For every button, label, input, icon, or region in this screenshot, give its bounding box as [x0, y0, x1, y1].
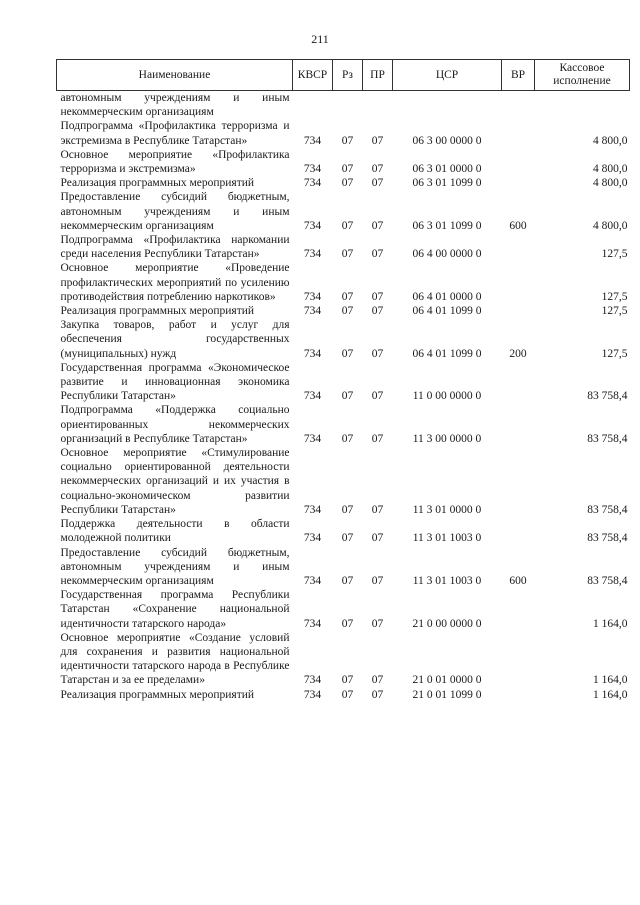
cell-csr — [393, 91, 502, 120]
cell-vr — [502, 588, 535, 631]
table-row — [57, 546, 630, 589]
cell-amount: 1 164,0 — [593, 674, 628, 687]
cell-csr: 11 3 00 0000 0 — [412, 432, 482, 445]
cell-name: Основное мероприятие «Стимулирование социально ориентированной деятельности некоммерческих организаций и их участия в социально-экономическом развитии Республики Татарстан» — [60, 447, 290, 516]
cell-name: Основное мероприятие «Профилактика терроризма и экстремизма» — [60, 148, 290, 176]
cell-kvsr: 734 — [303, 503, 322, 516]
cell-amount: 127,5 — [601, 305, 628, 318]
cell-kvsr: 734 — [303, 248, 322, 261]
cell-vr — [502, 119, 535, 147]
cell-amount: 83 758,4 — [587, 432, 628, 445]
cell-rz: 07 — [341, 674, 354, 687]
cell-csr: 21 0 00 0000 0 — [412, 617, 482, 630]
cell-name: Основное мероприятие «Проведение профилактических мероприятий по усилению противодействия потреблению наркотиков» — [60, 262, 290, 303]
table-row — [57, 190, 630, 233]
cell-name: Подпрограмма «Поддержка социально ориентированных некоммерческих организаций в Республике Татарстан» — [60, 404, 290, 445]
header-rz: Рз — [333, 60, 363, 91]
cell-rz — [333, 91, 363, 120]
cell-amount: 1 164,0 — [593, 617, 628, 630]
cell-kvsr — [293, 91, 333, 120]
cell-rz: 07 — [341, 305, 354, 318]
cell-rz: 07 — [341, 134, 354, 147]
cell-vr: 600 — [509, 219, 527, 232]
cell-rz: 07 — [341, 219, 354, 232]
cell-amount: 83 758,4 — [587, 532, 628, 545]
cell-name: Подпрограмма «Профилактика терроризма и экстремизма в Республике Татарстан» — [60, 120, 290, 147]
cell-vr — [502, 233, 535, 261]
cell-pr: 07 — [371, 390, 384, 403]
cell-csr: 11 3 01 0000 0 — [412, 503, 482, 516]
table-row — [57, 119, 630, 147]
cell-csr: 11 3 01 1003 0 — [412, 532, 482, 545]
cell-kvsr: 734 — [303, 134, 322, 147]
cell-pr: 07 — [371, 688, 384, 701]
cell-kvsr: 734 — [303, 305, 322, 318]
cell-pr: 07 — [371, 163, 384, 176]
cell-kvsr: 734 — [303, 347, 322, 360]
cell-vr: 600 — [509, 574, 527, 587]
cell-csr: 06 4 00 0000 0 — [412, 248, 482, 261]
cell-rz: 07 — [341, 688, 354, 701]
cell-rz: 07 — [341, 390, 354, 403]
cell-pr: 07 — [371, 134, 384, 147]
cell-amount: 127,5 — [601, 347, 628, 360]
table-row — [57, 318, 630, 361]
header-amount: Кассовое исполнение — [535, 60, 630, 91]
cell-rz: 07 — [341, 347, 354, 360]
cell-kvsr: 734 — [303, 390, 322, 403]
cell-rz: 07 — [341, 574, 354, 587]
page-number: 211 — [311, 32, 329, 46]
cell-vr — [502, 148, 535, 176]
cell-vr — [502, 176, 535, 190]
header-pr: ПР — [363, 60, 393, 91]
table-row — [57, 304, 630, 318]
cell-pr: 07 — [371, 177, 384, 190]
cell-pr: 07 — [371, 432, 384, 445]
header-vr: ВР — [502, 60, 535, 91]
cell-name: Предоставление субсидий бюджетным, автономным учреждениям и иным некоммерческим организациям — [60, 546, 290, 587]
cell-pr: 07 — [371, 574, 384, 587]
cell-pr: 07 — [371, 248, 384, 261]
table-header — [57, 60, 630, 91]
table-row — [57, 91, 630, 120]
cell-kvsr: 734 — [303, 219, 322, 232]
cell-kvsr: 734 — [303, 177, 322, 190]
cell-amount: 1 164,0 — [593, 688, 628, 701]
cell-vr — [502, 261, 535, 304]
cell-pr: 07 — [371, 674, 384, 687]
table-row — [57, 631, 630, 688]
cell-rz: 07 — [341, 617, 354, 630]
cell-kvsr: 734 — [303, 617, 322, 630]
cell-csr: 06 3 01 0000 0 — [412, 163, 482, 176]
cell-vr — [502, 91, 535, 120]
table-row — [57, 261, 630, 304]
cell-kvsr: 734 — [303, 290, 322, 303]
cell-csr: 21 0 01 1099 0 — [412, 688, 482, 701]
header-kvsr: КВСР — [293, 60, 333, 91]
cell-name: Реализация программных мероприятий — [60, 305, 255, 318]
table-row — [57, 588, 630, 631]
table-row — [57, 233, 630, 261]
cell-pr: 07 — [371, 532, 384, 545]
table-row — [57, 403, 630, 446]
cell-name: Государственная программа «Экономическое развитие и инновационная экономика Республики Татарстан» — [60, 361, 290, 403]
cell-kvsr: 734 — [303, 674, 322, 687]
table-row — [57, 688, 630, 702]
cell-name: Основное мероприятие «Создание условий для сохранения и развития национальной идентичности татарского народа в Республике Татарстан и за ее пределами» — [60, 631, 290, 687]
cell-vr: 200 — [509, 347, 527, 360]
cell-csr: 06 3 01 1099 0 — [412, 219, 482, 232]
cell-vr — [502, 304, 535, 318]
cell-csr: 21 0 01 0000 0 — [412, 674, 482, 687]
cell-vr — [502, 517, 535, 545]
cell-kvsr: 734 — [303, 532, 322, 545]
cell-name: Государственная программа Республики Татарстан «Сохранение национальной идентичности татарского народа» — [60, 589, 290, 630]
cell-vr — [502, 361, 535, 404]
header-csr: ЦСР — [393, 60, 502, 91]
cell-pr: 07 — [371, 305, 384, 318]
cell-kvsr: 734 — [303, 432, 322, 445]
table-row — [57, 148, 630, 176]
cell-rz: 07 — [341, 503, 354, 516]
cell-amount: 4 800,0 — [593, 163, 628, 176]
cell-pr: 07 — [371, 503, 384, 516]
cell-amount: 127,5 — [601, 290, 628, 303]
cell-vr — [502, 688, 535, 702]
cell-csr: 11 3 01 1003 0 — [412, 574, 482, 587]
cell-csr: 06 4 01 0000 0 — [412, 290, 482, 303]
cell-csr: 06 4 01 1099 0 — [412, 347, 482, 360]
cell-csr: 06 3 01 1099 0 — [412, 177, 482, 190]
table-row — [57, 517, 630, 545]
budget-table — [56, 59, 630, 702]
cell-amount: 127,5 — [601, 248, 628, 261]
table-row — [57, 446, 630, 517]
cell-vr — [502, 403, 535, 446]
cell-amount: 4 800,0 — [593, 177, 628, 190]
cell-pr: 07 — [371, 617, 384, 630]
cell-amount: 83 758,4 — [587, 503, 628, 516]
cell-name: Подпрограмма «Профилактика наркомании среди населения Республики Татарстан» — [60, 234, 290, 261]
cell-name: Предоставление субсидий бюджетным, автономным учреждениям и иным некоммерческим организациям — [60, 191, 290, 232]
table-body — [57, 91, 630, 702]
cell-kvsr: 734 — [303, 574, 322, 587]
table-row — [57, 176, 630, 190]
cell-name: Поддержка деятельности в области молодежной политики — [60, 518, 290, 545]
cell-amount: 83 758,4 — [587, 390, 628, 403]
cell-name: автономным учреждениям и иным некоммерческим организациям — [60, 92, 290, 119]
cell-name: Реализация программных мероприятий — [60, 688, 255, 701]
cell-name: Закупка товаров, работ и услуг для обеспечения государственных (муниципальных) нужд — [60, 319, 290, 360]
header-name: Наименование — [57, 60, 293, 91]
cell-pr — [363, 91, 393, 120]
cell-vr — [502, 446, 535, 517]
cell-vr — [502, 631, 535, 688]
table-row — [57, 361, 630, 404]
cell-rz: 07 — [341, 248, 354, 261]
cell-rz: 07 — [341, 432, 354, 445]
cell-pr: 07 — [371, 347, 384, 360]
cell-name: Реализация программных мероприятий — [60, 177, 255, 190]
cell-kvsr: 734 — [303, 163, 322, 176]
cell-amount: 83 758,4 — [587, 574, 628, 587]
cell-pr: 07 — [371, 290, 384, 303]
cell-csr: 06 3 00 0000 0 — [412, 134, 482, 147]
cell-rz: 07 — [341, 532, 354, 545]
cell-csr: 11 0 00 0000 0 — [412, 390, 482, 403]
cell-rz: 07 — [341, 163, 354, 176]
cell-rz: 07 — [341, 177, 354, 190]
cell-pr: 07 — [371, 219, 384, 232]
cell-csr: 06 4 01 1099 0 — [412, 305, 482, 318]
cell-amount: 4 800,0 — [593, 219, 628, 232]
cell-rz: 07 — [341, 290, 354, 303]
cell-amount — [535, 91, 630, 120]
cell-kvsr: 734 — [303, 688, 322, 701]
cell-amount: 4 800,0 — [593, 134, 628, 147]
